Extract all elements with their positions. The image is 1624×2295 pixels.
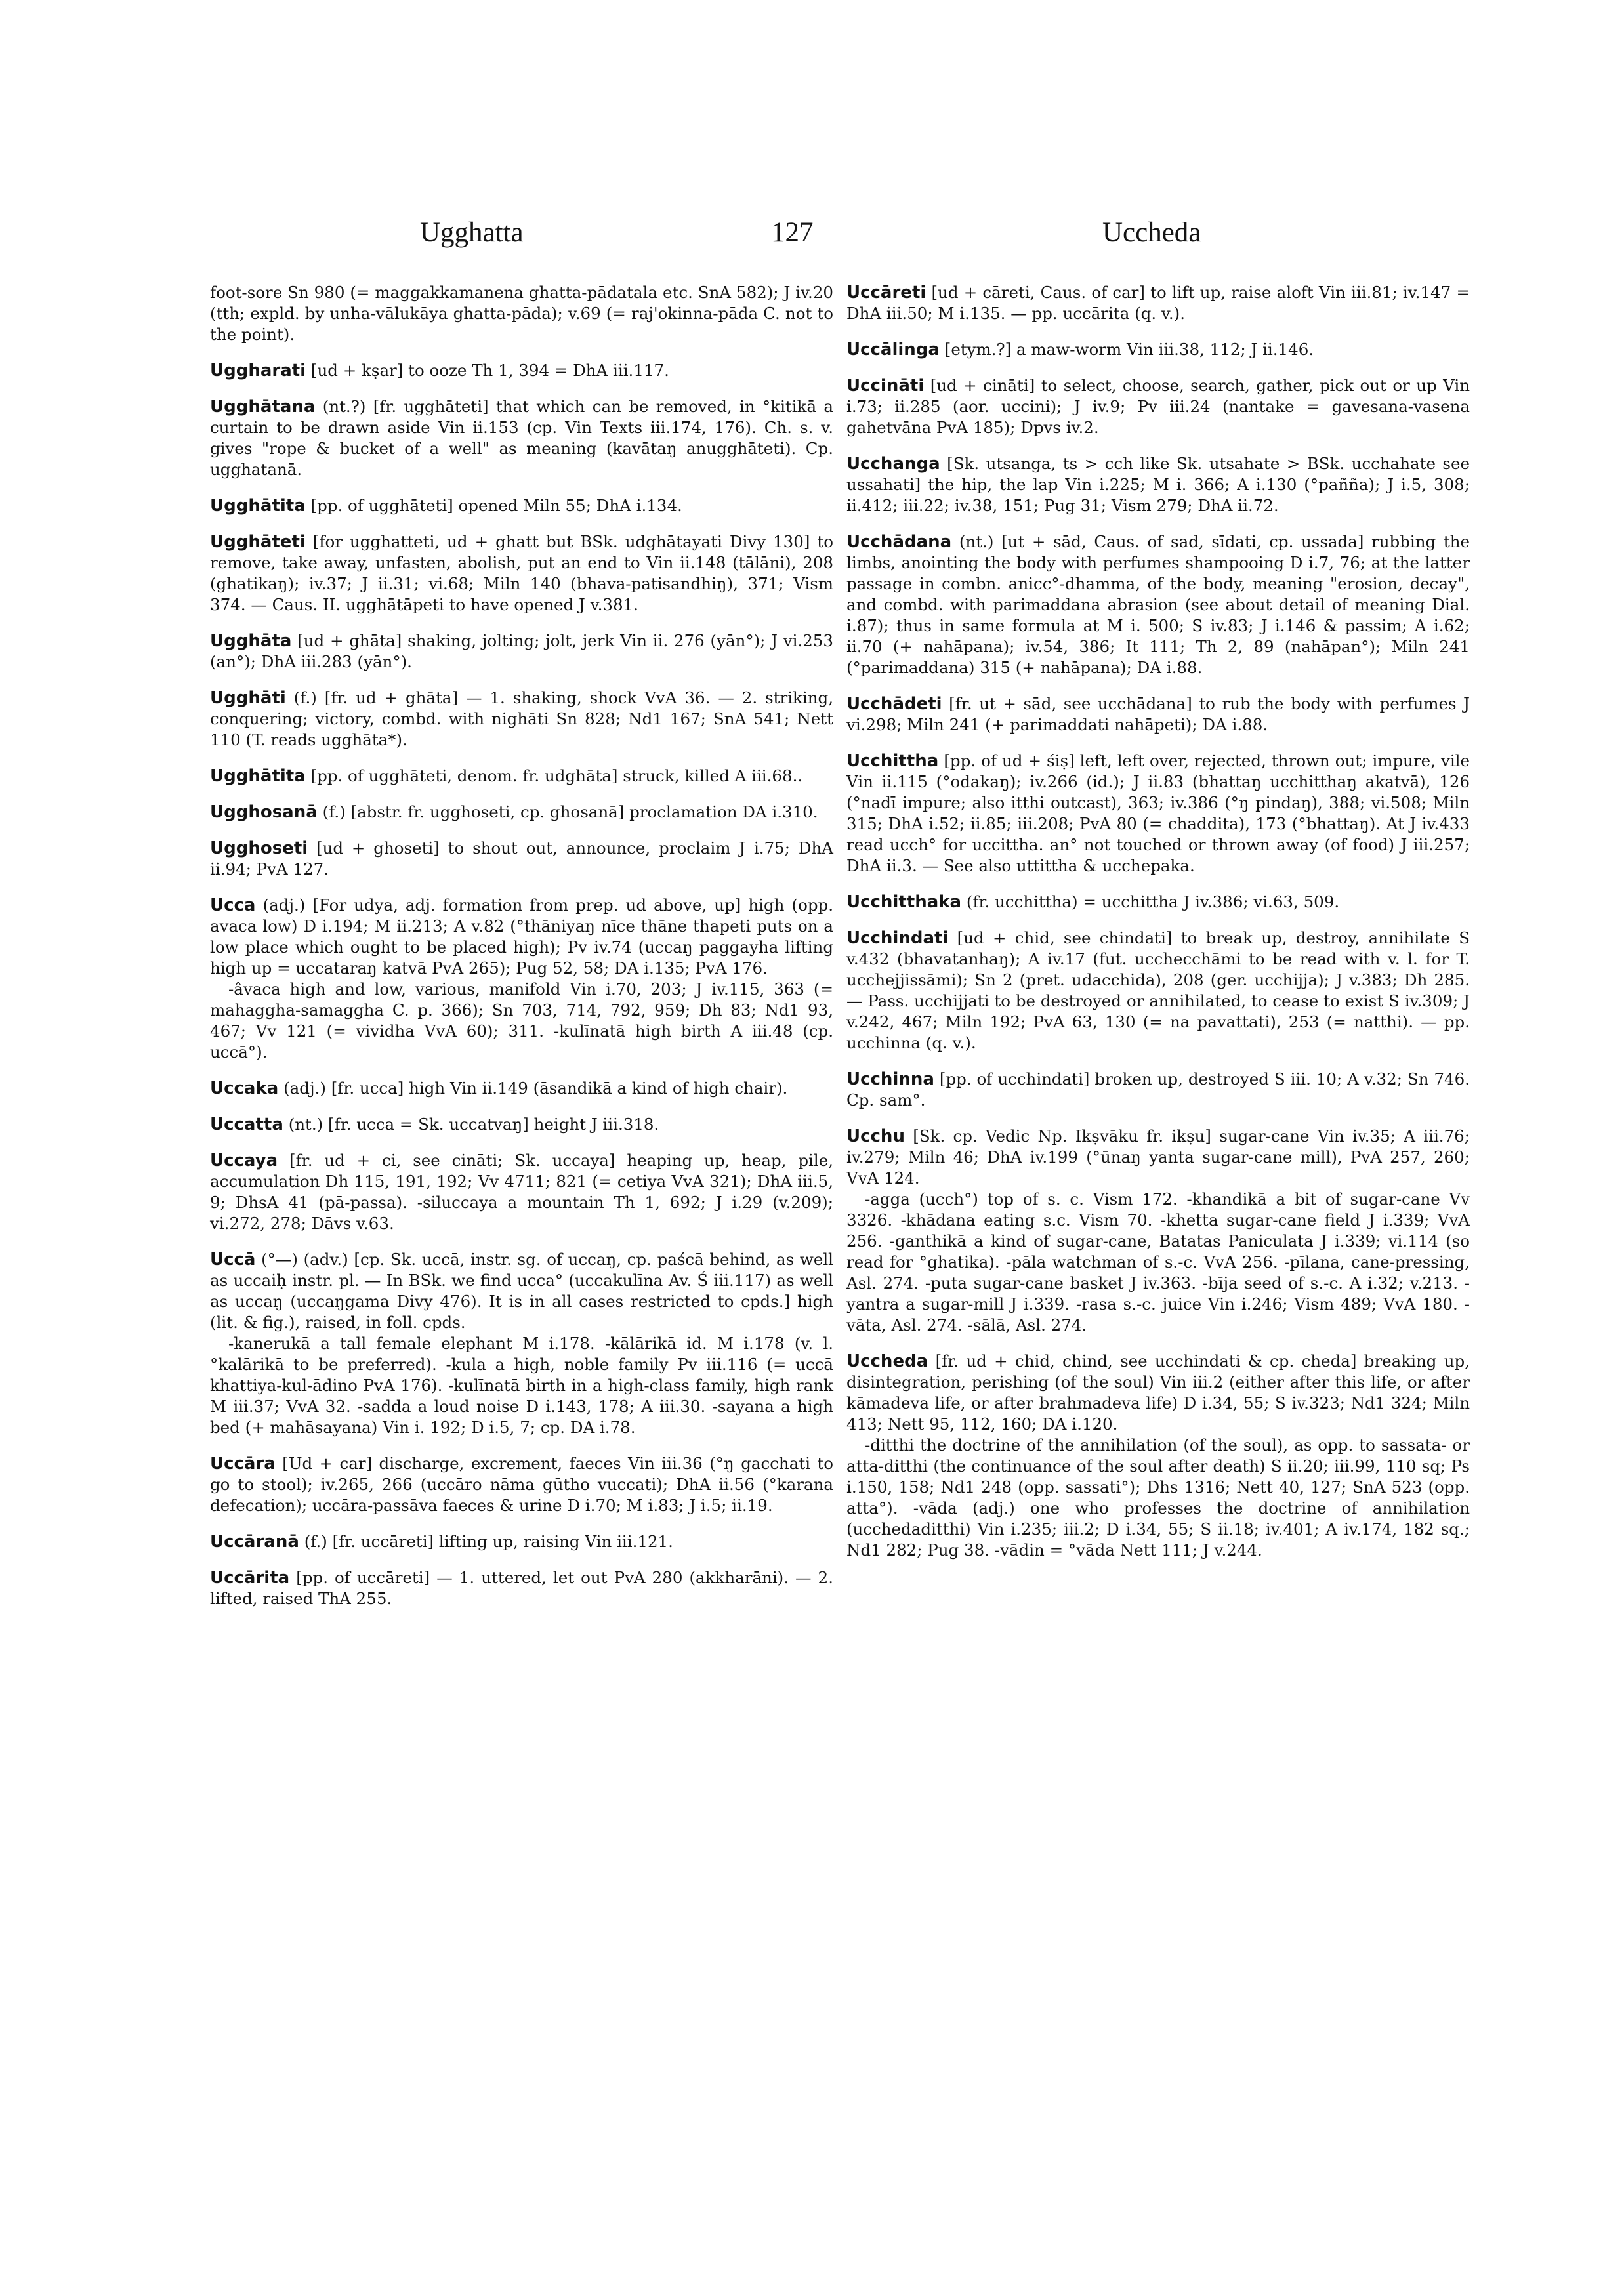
- headword: Ugghāta: [210, 631, 292, 651]
- headword: Ucchindati: [846, 928, 949, 948]
- headword: Ucchādana: [846, 532, 952, 552]
- dictionary-entry: [210, 838, 833, 880]
- entry-definition: [Sk. utsanga, ts > cch like Sk. utsahate > BSk. ucchahate see ussahati] the hip, the lap Vin i.225; M i. 366; A i.130 (°pañña); J i.5, 308; ii.412; iii.22; iv.38, 151; Pug 31; Vism 279; DhA ii.72.: [846, 454, 1470, 515]
- headword: Ucchitthaka: [846, 892, 962, 912]
- headword: Ugghoseti: [210, 838, 308, 858]
- dictionary-entry: [846, 453, 1470, 516]
- headword: Uccā: [210, 1250, 256, 1270]
- headword: Uccāra: [210, 1454, 276, 1474]
- dictionary-entry: [210, 1114, 833, 1135]
- page-header: [0, 217, 1624, 262]
- entry-compounds: -ditthi the doctrine of the annihilation (of the soul), as opp. to sassata- or atta-ditthi (the continuance of the soul after death) S ii.20; iii.99, 110 sq; Ps i.150, 158; Nd1 248 (opp. sassati°); Dhs 1316; Nett 40, 127; SnA 523 (opp. atta°). -vāda (adj.) one who professes the doctrine of annihilation (ucchedaditthi) Vin i.235; iii.2; D i.34, 55; S ii.18; iv.401; A iv.174, 182 sq.; Nd1 282; Pug 38. -vādin = °vāda Nett 111; J v.244.: [846, 1436, 1470, 1560]
- headword: Ugghosanā: [210, 802, 318, 822]
- entry-definition: (f.) [fr. ud + ghāta] — 1. shaking, shock VvA 36. — 2. striking, conquering; victory, combd. with nighāti Sn 828; Nd1 167; SnA 541; Nett 110 (T. reads ugghāta*).: [210, 688, 833, 749]
- headword: Uccheda: [846, 1352, 928, 1371]
- headword: Ugghāti: [210, 688, 286, 708]
- dictionary-entry: [210, 895, 833, 1063]
- entry-compounds: -agga (ucch°) top of s. c. Vism 172. -khandikā a bit of sugar-cane Vv 3326. -khādana eating s.c. Vism 70. -khetta sugar-cane field J i.339; VvA 256. -ganthikā a kind of sugar-cane, Batatas Paniculata J i.339; vi.114 (so read for °ghatika). -pāla watchman of s.-c. VvA 256. -pīlana, cane-pressing, Asl. 274. -puta sugar-cane basket J iv.363. -bīja seed of s.-c. A i.32; v.213. -yantra a sugar-mill J i.339. -rasa s.-c. juice Vin i.246; Vism 489; VvA 180. -vāta, Asl. 274. -sālā, Asl. 274.: [846, 1189, 1470, 1334]
- entry-definition: [fr. ud + chid, chind, see ucchindati & cp. cheda] breaking up, disintegration, perishing (of the soul) Vin iii.2 (either after this life, or after kāmadeva life, or after brahmadeva life) D i.34, 55; S iv.323; Nd1 324; Miln 413; Nett 95, 112, 160; DA i.120.: [846, 1352, 1470, 1434]
- entry-definition: foot-sore Sn 980 (= maggakkamanena ghatta-pādatala etc. SnA 582); J iv.20 (tth; expld. by unha-vālukāya ghatta-pāda); v.69 (= raj'okinna-pāda C. not to the point).: [210, 283, 833, 344]
- entry-definition: [fr. ud + ci, see cināti; Sk. uccaya] heaping up, heap, pile, accumulation Dh 115, 191, 192; Vv 4711; 821 (= cetiya VvA 321); DhA iii.5, 9; DhsA 41 (pā-passa). -siluccaya a mountain Th 1, 692; J i.29 (v.209); vi.272, 278; Dāvs v.63.: [210, 1151, 833, 1233]
- dictionary-entry: [210, 1531, 833, 1552]
- headword: Uggharati: [210, 361, 306, 381]
- headword: Uccaya: [210, 1151, 278, 1170]
- dictionary-entry: [210, 631, 833, 672]
- headword: Ugghāteti: [210, 532, 306, 552]
- dictionary-entry: [210, 495, 833, 516]
- headword: Uccatta: [210, 1115, 283, 1134]
- entry-definition: (nt.) [ut + sād, Caus. of sad, sīdati, cp. ussada] rubbing the limbs, anointing the body with perfumes shampooing D i.7, 76; at the latter passage in combn. anicc°-dhamma, of the body, meaning "erosion, decay", and combd. with parimaddana abrasion (see about detail of meaning Dial. i.87); thus in same formula at M i. 500; S iv.83; J i.146 & passim; A i.62; ii.70 (+ nahāpana); iv.54, 386; It 111; Th 2, 89 (nahāpan°); Miln 241 (°parimaddana) 315 (+ nahāpana); DA i.88.: [846, 532, 1470, 677]
- headword: Ugghātita: [210, 766, 306, 786]
- entry-definition: [pp. of uccāreti] — 1. uttered, let out PvA 280 (akkharāni). — 2. lifted, raised ThA 255.: [210, 1568, 833, 1608]
- dictionary-entry: [210, 1453, 833, 1516]
- right-column: [846, 282, 1470, 1576]
- dictionary-entry: [846, 531, 1470, 678]
- headword: Ugghātana: [210, 397, 316, 417]
- dictionary-entry: [846, 928, 1470, 1054]
- dictionary-entry: [846, 693, 1470, 735]
- headword: Ucchinna: [846, 1069, 934, 1089]
- dictionary-entry: [210, 688, 833, 751]
- entry-definition: [pp. of ugghāteti] opened Miln 55; DhA i.134.: [310, 496, 682, 515]
- dictionary-entry: [846, 282, 1470, 324]
- dictionary-entry: [210, 802, 833, 823]
- dictionary-entry: [846, 751, 1470, 877]
- left-column: [210, 282, 833, 1624]
- entry-definition: [ud + cināti] to select, choose, search, gather, pick out or up Vin i.73; ii.285 (aor. uccini); J iv.9; Pv iii.24 (nantake = gavesana-vasena gahetvāna PvA 185); Dpvs iv.2.: [846, 376, 1470, 437]
- entry-definition: (f.) [abstr. fr. ugghoseti, cp. ghosanā] proclamation DA i.310.: [322, 802, 818, 821]
- dictionary-entry: [210, 1567, 833, 1609]
- dictionary-entry: [846, 1351, 1470, 1561]
- headword: Uccārita: [210, 1568, 290, 1588]
- headword: Ucchu: [846, 1127, 905, 1146]
- entry-compounds: -âvaca high and low, various, manifold Vin i.70, 203; J iv.115, 363 (= mahaggha-samaggha C. p. 366); Sn 703, 714, 792, 959; Dh 83; Nd1 93, 467; Vv 121 (= vividha VvA 60); 311. -kulīnatā high birth A iii.48 (cp. uccā°).: [210, 980, 833, 1062]
- dictionary-entry: [210, 282, 833, 345]
- entry-definition: [fr. ut + sād, see ucchādana] to rub the body with perfumes J vi.298; Miln 241 (+ parimaddati nahāpeti); DA i.88.: [846, 694, 1470, 734]
- entry-definition: (f.) [fr. uccāreti] lifting up, raising Vin iii.121.: [304, 1532, 673, 1551]
- headword: Ucchittha: [846, 751, 939, 771]
- header-right-guide-word: Uccheda: [1102, 217, 1201, 248]
- entry-definition: [ud + cāreti, Caus. of car] to lift up, raise aloft Vin iii.81; iv.147 = DhA iii.50; M i.135. — pp. uccārita (q. v.).: [846, 283, 1470, 323]
- dictionary-entry: [210, 360, 833, 381]
- entry-compounds: -kanerukā a tall female elephant M i.178. -kālārikā id. M i.178 (v. l. °kalārikā to be preferred). -kula a high, noble family Pv iii.116 (= uccā khattiya-kul-ādino PvA 176). -kulīnatā birth in a high-class family, high rank M iii.37; VvA 32. -sadda a loud noise D i.143, 178; A iii.30. -sayana a high bed (+ mahāsayana) Vin i. 192; D i.5, 7; cp. DA i.78.: [210, 1334, 833, 1437]
- entry-definition: [pp. of ud + śiṣ] left, left over, rejected, thrown out; impure, vile Vin ii.115 (°odakaŋ); iv.266 (id.); J ii.83 (bhattaŋ ucchitthaŋ akatvā), 126 (°nadī impure; also itthi outcast), 363; iv.386 (°ŋ pindaŋ), 388; vi.508; Miln 315; DhA i.52; ii.85; iii.208; PvA 80 (= chaddita), 173 (°bhattaŋ). At J iv.433 read ucch° for uccittha. an° not touched or thrown away (of food) J iii.257; DhA ii.3. — See also uttittha & ucchepaka.: [846, 751, 1470, 875]
- headword: Uccāranā: [210, 1532, 299, 1552]
- entry-definition: (fr. ucchittha) = ucchittha J iv.386; vi.63, 509.: [966, 892, 1340, 911]
- headword: Uccālinga: [846, 340, 940, 360]
- dictionary-entry: [210, 766, 833, 787]
- entry-definition: [for ugghatteti, ud + ghatt but BSk. udghātayati Divy 130] to remove, take away, unfasten, abolish, put an end to Vin ii.148 (tālāni), 208 (ghatikaŋ); iv.37; J ii.31; vi.68; Miln 140 (bhava-patisandhiŋ), 371; Vism 374. — Caus. II. ugghātāpeti to have opened J v.381.: [210, 532, 833, 614]
- dictionary-entry: [210, 1249, 833, 1438]
- headword: Ugghātita: [210, 496, 306, 516]
- entry-definition: [ud + kṣar] to ooze Th 1, 394 = DhA iii.117.: [310, 361, 669, 380]
- headword: Ucchanga: [846, 454, 940, 474]
- header-left-guide-word: Ugghatta: [420, 217, 524, 248]
- dictionary-entry: [846, 1069, 1470, 1111]
- headword: Ucca: [210, 896, 256, 915]
- page-number: 127: [771, 217, 814, 248]
- entry-definition: [ud + ghoseti] to shout out, announce, proclaim J i.75; DhA ii.94; PvA 127.: [210, 838, 833, 879]
- entry-definition: (adj.) [fr. ucca] high Vin ii.149 (āsandikā a kind of high chair).: [283, 1079, 788, 1098]
- dictionary-entry: [210, 531, 833, 615]
- entry-definition: (nt.?) [fr. ugghāteti] that which can be removed, in °kitikā a curtain to be drawn aside Vin ii.153 (cp. Vin Texts iii.174, 176). Ch. s. v. gives "rope & bucket of a well" as meaning (kavātaŋ anugghāteti). Cp. ugghatanā.: [210, 397, 833, 479]
- headword: Uccaka: [210, 1079, 279, 1098]
- dictionary-entry: [846, 375, 1470, 438]
- dictionary-entry: [846, 339, 1470, 360]
- entry-definition: [Ud + car] discharge, excrement, faeces Vin iii.36 (°ŋ gacchati to go to stool); iv.265, 266 (uccāro nāma gūtho vuccati); DhA ii.56 (°karana defecation); uccāra-passāva faeces & urine D i.70; M i.83; J i.5; ii.19.: [210, 1454, 833, 1515]
- dictionary-entry: [210, 1150, 833, 1234]
- dictionary-entry: [846, 1126, 1470, 1336]
- entry-definition: [ud + ghāta] shaking, jolting; jolt, jerk Vin ii. 276 (yān°); J vi.253 (an°); DhA iii.283 (yān°).: [210, 631, 833, 671]
- entry-definition: [pp. of ucchindati] broken up, destroyed S iii. 10; A v.32; Sn 746. Cp. sam°.: [846, 1069, 1470, 1109]
- entry-definition: [ud + chid, see chindati] to break up, destroy, annihilate S v.432 (bhavatanhaŋ); A iv.17 (fut. ucchecchāmi to be read with v. l. for T. ucchejjissāmi); Sn 2 (pret. udacchida), 208 (ger. ucchijja); J v.383; Dh 285. — Pass. ucchijjati to be destroyed or annihilated, to cease to exist S iv.309; J v.242, 467; Miln 192; PvA 63, 130 (= na pavattati), 253 (= natthi). — pp. ucchinna (q. v.).: [846, 928, 1470, 1052]
- dictionary-entry: [846, 892, 1470, 913]
- dictionary-entry: [210, 396, 833, 480]
- entry-definition: (nt.) [fr. ucca = Sk. uccatvaŋ] height J iii.318.: [288, 1115, 659, 1134]
- headword: Uccināti: [846, 376, 925, 396]
- headword: Ucchādeti: [846, 694, 942, 714]
- headword: Uccāreti: [846, 283, 927, 302]
- entry-definition: (°—) (adv.) [cp. Sk. uccā, instr. sg. of uccaŋ, cp. paścā behind, as well as uccaiḥ instr. pl. — In BSk. we find ucca° (uccakulīna Av. Ś iii.117) as well as uccaŋ (uccaŋgama Divy 476). It is in all cases restricted to cpds.] high (lit. & fig.), raised, in foll. cpds.: [210, 1250, 833, 1332]
- entry-definition: [pp. of ugghāteti, denom. fr. udghāta] struck, killed A iii.68..: [310, 766, 803, 785]
- dictionary-entry: [210, 1078, 833, 1099]
- entry-definition: [etym.?] a maw-worm Vin iii.38, 112; J ii.146.: [944, 340, 1314, 359]
- entry-definition: [Sk. cp. Vedic Np. Ikṣvāku fr. ikṣu] sugar-cane Vin iv.35; A iii.76; iv.279; Miln 46; DhA iv.199 (°ūnaŋ yanta sugar-cane mill), PvA 257, 260; VvA 124.: [846, 1127, 1470, 1188]
- entry-definition: (adj.) [For udya, adj. formation from prep. ud above, up] high (opp. avaca low) D i.194; M ii.213; A v.82 (°thāniyaŋ nīce thāne thapeti puts on a low place which ought to be placed high); Pv iv.74 (uccaŋ paggayha lifting high up = uccataraŋ katvā PvA 265); Pug 52, 58; DA i.135; PvA 176.: [210, 896, 833, 978]
